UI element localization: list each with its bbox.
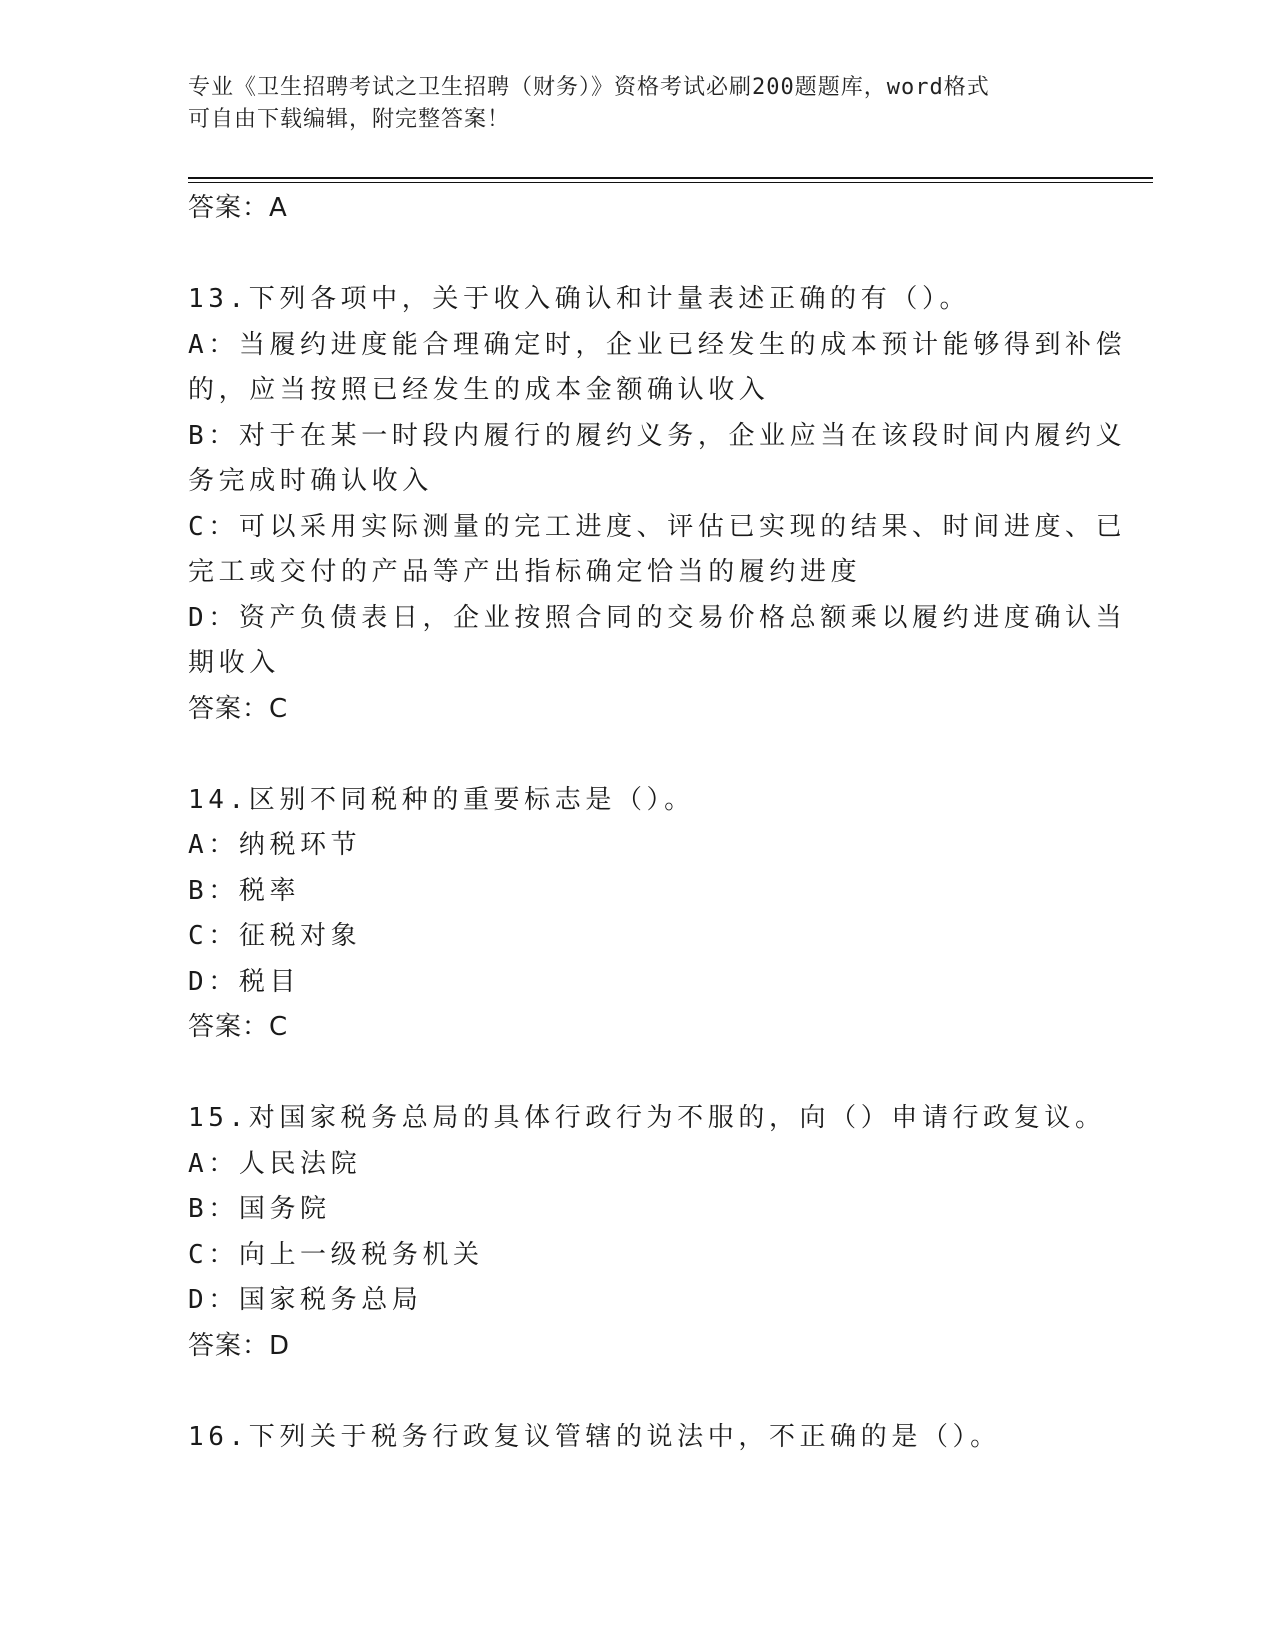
option-d: D：国家税务总局 bbox=[188, 1285, 423, 1315]
answer-14: 答案：C bbox=[188, 1012, 289, 1042]
spacer bbox=[188, 232, 1088, 278]
option-a: A：纳税环节 bbox=[188, 830, 362, 860]
option-a: A：人民法院 bbox=[188, 1148, 362, 1179]
option-c-line-1: C：可以采用实际测量的完工进度、评估已实现的结果、时间进度、已 bbox=[188, 511, 1127, 542]
option-b: B：税率 bbox=[188, 875, 301, 906]
previous-answer: 答案：A bbox=[188, 193, 288, 223]
question-stem: 14.区别不同税种的重要标志是（）。 bbox=[188, 784, 695, 815]
spacer bbox=[188, 732, 1088, 778]
option-b: B：国务院 bbox=[188, 1194, 331, 1224]
option-c-line-2: 完工或交付的产品等产出指标确定恰当的履约进度 bbox=[188, 557, 862, 587]
answer-15: 答案：D bbox=[188, 1330, 291, 1361]
option-a-line-2: 的，应当按照已经发生的成本金额确认收入 bbox=[188, 375, 770, 405]
header-line-2: 可自由下载编辑，附完整答案！ bbox=[188, 107, 511, 132]
spacer bbox=[188, 1051, 1088, 1097]
header-line-1: 专业《卫生招聘考试之卫生招聘（财务）》资格考试必刷200题题库，word格式 bbox=[188, 75, 990, 100]
question-stem: 15.对国家税务总局的具体行政行为不服的，向（）申请行政复议。 bbox=[188, 1103, 1106, 1133]
header-rule-thin bbox=[188, 182, 1153, 183]
option-d-line-1: D：资产负债表日，企业按照合同的交易价格总额乘以履约进度确认当 bbox=[188, 602, 1127, 633]
option-c: C：征税对象 bbox=[188, 921, 362, 951]
header-rule-thick bbox=[188, 177, 1153, 179]
question-16 bbox=[188, 1415, 1088, 1461]
question-14 bbox=[188, 778, 1088, 1051]
document-header bbox=[188, 72, 1068, 136]
option-b-line-2: 务完成时确认收入 bbox=[188, 466, 433, 496]
answer-13: 答案：C bbox=[188, 693, 289, 724]
option-a-line-1: A：当履约进度能合理确定时，企业已经发生的成本预计能够得到补偿 bbox=[188, 329, 1127, 360]
option-b-line-1: B：对于在某一时段内履行的履约义务，企业应当在该段时间内履约义 bbox=[188, 420, 1127, 451]
question-15 bbox=[188, 1096, 1106, 1369]
question-13 bbox=[188, 277, 1127, 732]
question-stem: 16.下列关于税务行政复议管辖的说法中，不正确的是（）。 bbox=[188, 1421, 1001, 1452]
option-c: C：向上一级税务机关 bbox=[188, 1239, 484, 1270]
option-d-line-2: 期收入 bbox=[188, 648, 280, 678]
spacer bbox=[188, 1369, 1088, 1415]
option-d: D：税目 bbox=[188, 966, 301, 997]
question-stem: 13.下列各项中，关于收入确认和计量表述正确的有（）。 bbox=[188, 284, 971, 314]
document-body bbox=[188, 186, 1127, 1460]
